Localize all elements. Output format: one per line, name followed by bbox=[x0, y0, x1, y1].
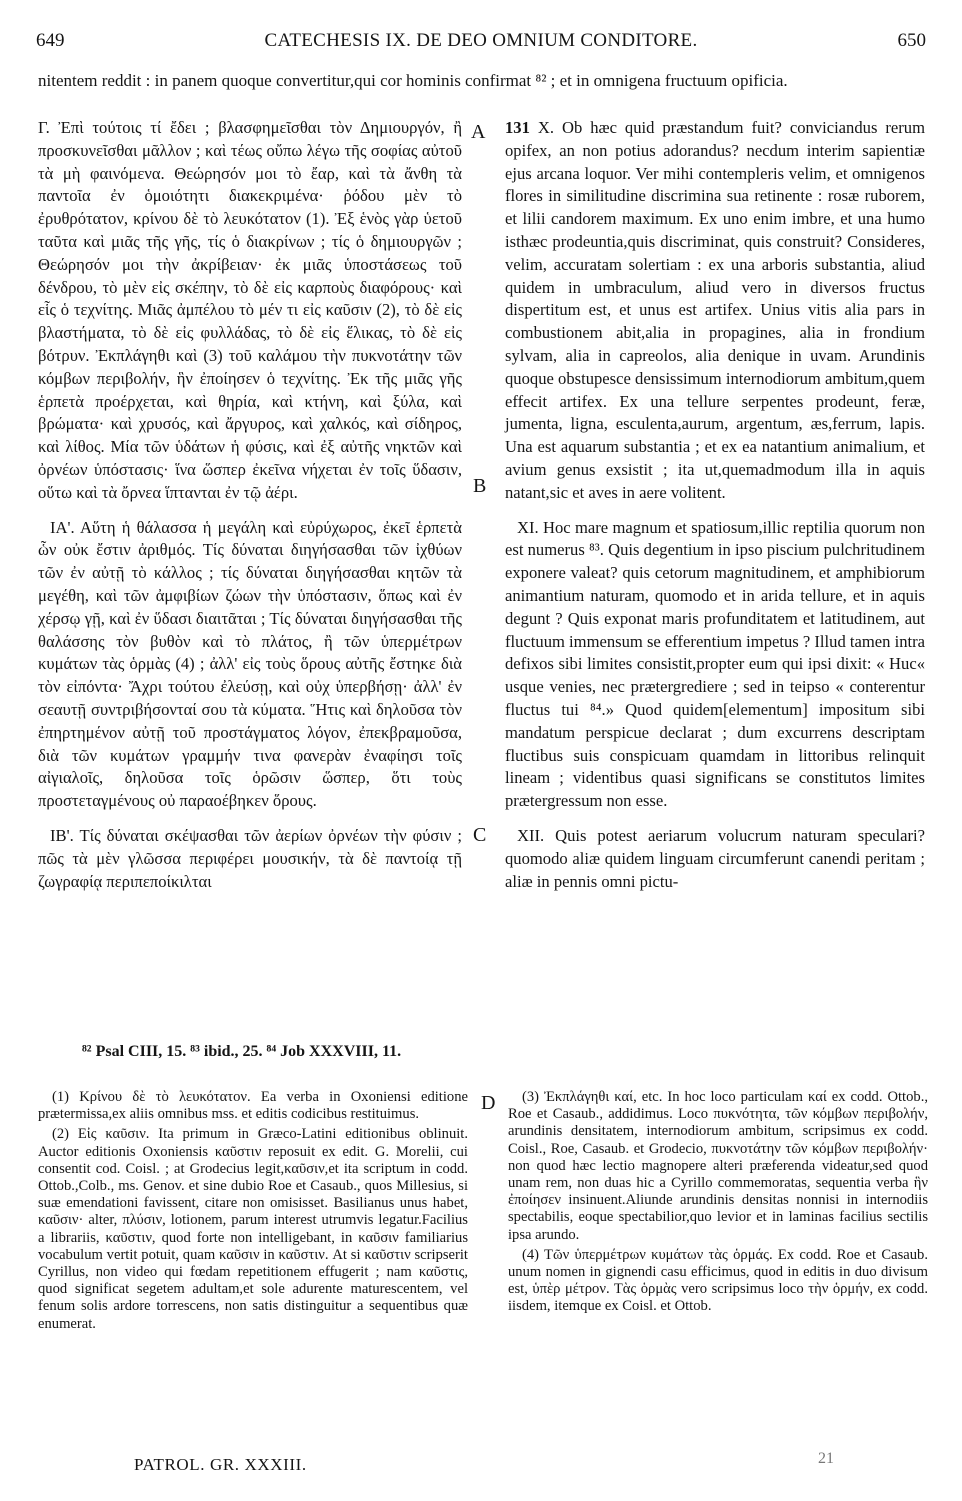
page-number-right: 650 bbox=[897, 30, 926, 51]
page-number-left: 649 bbox=[36, 30, 65, 51]
greek-column bbox=[38, 117, 462, 905]
running-title: CATECHESIS IX. DE DEO OMNIUM CONDITORE. bbox=[264, 30, 698, 51]
notes-right-column bbox=[508, 1089, 928, 1319]
latin-paragraph-11: XI. Hoc mare magnum et spatiosum,illic reptilia quorum non est numerus ⁸³. Quis degentium in ipso piscium pulchritudinem exponere valeat? quis cetorum magnitudinem, et amphibiorum animantium naturam, quomodo et in arida tellure, et in aquis degunt ? Quis exponat maris profunditatem et latitudinem, aut fluctuum immensum se efferentium impetus ? Illud tamen intra defixos sibi limites consistit,propter eum qui ipsi dixit: « Huc« usque venies, nec prætergrediere ; sed in teipso « conterentur fluctus tui ⁸⁴.» Quod quidem[elementum] impositum sibi mandatum perspicue declarat ; dum excurrens descriptam fluctibus suis conspicuam quamdam in littoribus relinquit lineam ; videntibus quasi significans se constitutos limites prætergressum non esse. bbox=[505, 517, 925, 811]
margin-letter-a: A bbox=[471, 121, 486, 143]
latin-paragraph-10 bbox=[505, 117, 925, 505]
margin-letter-c: C bbox=[473, 824, 487, 846]
footer-signature: PATROL. GR. XXXIII. bbox=[134, 1455, 307, 1474]
page-header bbox=[36, 30, 926, 60]
greek-paragraph-10: Γ. Ἐπὶ τούτοις τί ἔδει ; βλασφημεῖσθαι τὸν Δημιουργόν, ἢ προσκυνεῖσθαι μᾶλλον ; καὶ τέως οὔπω λέγω τῆς σοφίας αὐτοῦ τὰ μὴ φαινόμενα. Θεώρησόν μοι τὸ ἔαρ, καὶ τὰ ἄνθη τὰ παντοῖα ἐν ὁμοιότητι διακεκριμένα· ῥόδου μὲν τὸ ἐρυθρότατον, κρίνου δὲ τὸ λευκότατον (1). Ἐξ ἑνὸς γὰρ ὑετοῦ ταῦτα καὶ μιᾶς τῆς γῆς, τίς ὁ διακρίνων ; τίς ὁ δημιουργῶν ; Θεώρησόν μοι τὴν ἀκρίβειαν· ἐκ μιᾶς ὑποστάσεως τοῦ δένδρου, τὸ μὲν εἰς σκέπην, τὸ δὲ εἰς καρποὺς διαφόρους· καὶ εἷς ὁ τεχνίτης. Μιᾶς ἀμπέλου τὸ μέν τι εἰς καῦσιν (2), τὸ δὲ εἰς βλαστήματα, τὸ δὲ εἰς φυλλάδας, τὸ δὲ εἰς ἕλικας, τὸ δὲ εἰς βότρυν. Ἐκπλάγηθι καὶ (3) τοῦ καλάμου τὴν πυκνοτάτην τῶν κόμβων περιβολήν, ἣν ἐποίησεν ὁ τεχνίτης. Ἐκ τῆς μιᾶς γῆς ἑρπετὰ προέρχεται, καὶ θηρία, καὶ κτήνη, καὶ ξύλα, καὶ βρώματα· καὶ χρυσός, καὶ ἄργυρος, καὶ χαλκός, καὶ σίδηρος, καὶ λίθος. Μία τῶν ὑδάτων ἡ φύσις, καὶ ἐξ αὐτῆς νηκτῶν καὶ ὀρνέων ὑπόστασις· ἵνα ὥσπερ ἐκεῖνα νήχεται ἐν τοῖς ὕδασιν, οὕτω καὶ τὰ ὄρνεα ἵπτανται ἐν τῷ ἀέρι. bbox=[38, 118, 462, 502]
note-4: (4) Τῶν ὑπερμέτρων κυμάτων τὰς ὁρμάς. Ex codd. Roe et Casaub. unum nomen in gignendi casu efficimus, quod in editis in duo divisum est, ὑπὲρ μέτρον. Τὰς ὁρμὰς vero scripsimus loco τὴν ὁρμήν, ex codd. iisdem, itemque ex Coisl. et Ottob. bbox=[508, 1246, 928, 1315]
latin-column bbox=[505, 117, 925, 905]
margin-letter-b: B bbox=[473, 475, 487, 497]
notes-left-column bbox=[38, 1089, 468, 1336]
intro-text: nitentem reddit : in panem quoque convertitur,qui cor hominis confirmat ⁸² ; et in omnigena fructuum opificia. bbox=[38, 71, 788, 90]
greek-paragraph-12: ΙΒ'. Τίς δύναται σκέψασθαι τῶν ἀερίων ὀρνέων τὴν φύσιν ; πῶς τὰ μὲν γλῶσσα περιφέρει μουσικήν, τὰ δὲ παντοίᾳ τῇ ζωγραφίᾳ περιπεποίκιλται bbox=[38, 825, 462, 891]
greek-paragraph-11: ΙΑ'. Αὕτη ἡ θάλασσα ἡ μεγάλη καὶ εὐρύχωρος, ἐκεῖ ἑρπετὰ ὧν οὐκ ἔστιν ἀριθμός. Τίς δύναται διηγήσασθαι τῶν ἰχθύων τῶν ἐν αὐτῇ τὸ κάλλος ; τίς δύναται διηγήσασθαι κητῶν τὰ μεγέθη, καὶ τῶν ἀμφιβίων ζώων τὴν ὑπόστασιν, ὅπως καὶ ἐν χέρσῳ γῇ, καὶ ἐν ὕδασι διαιτᾶται ; Τίς δύναται διηγήσασθαι τῆς θαλάσσης τὸν βυθὸν καὶ τὸ πλάτος, ἢ τῶν ὑπερμέτρων κυμάτων τὰς ὁρμὰς (4) ; ἀλλ' εἰς τοὺς ὅρους αὐτῆς ἔστηκε διὰ τὸν εἰπόντα· Ἄχρι τούτου ἐλεύσῃ, καὶ οὐχ ὑπερβήσῃ· ἀλλ' ἐν σεαυτῇ συντριβήσονταί σου τὰ κύματα. Ἥτις καὶ δηλοῦσα τὸν ἐπηρτημένον αὐτῇ τοῦ προστάγματος λόγον, ἐπεκβραμοῦσα, διὰ τῶν κυμάτων γραμμήν τινα φανερὰν ἐναφίησι τοῖς αἰγιαλοῖς, δηλοῦσα τοῖς ὁρῶσιν ὥσπερ, ὅτι τοὺς προστεταγμένους οὐ παραοέβηκεν ὅρους. bbox=[38, 517, 462, 811]
footer-sheet-number: 21 bbox=[818, 1450, 834, 1467]
scripture-references: ⁸² Psal CIII, 15. ⁸³ ibid., 25. ⁸⁴ Job XXXVIII, 11. bbox=[82, 1043, 402, 1060]
latin-paragraph-12: XII. Quis potest aeriarum volucrum naturam speculari? quomodo aliæ quidem linguam circumferunt canendi peritam ; aliæ in pennis omni pictu- bbox=[505, 825, 925, 891]
margin-letter-d: D bbox=[481, 1092, 496, 1114]
note-3: (3) Ἐκπλάγηθι καί, etc. In hoc loco particulam καί ex codd. Ottob., Roe et Casaub., addidimus. Loco πυκνότητα, τῶν κόμβων περιβολήν, arundinis densitatem, internodiorum ambitum, scripsimus ex codd. Coisl., Roe, Casaub. et Grodecio, πυκνοτάτην τῶν κόμβων περιβολήν· non quod hæc lectio magnopere alteri præferenda videatur,sed quod unam rem, non duas hic a Cyrillo commemoratas, sequentia verba ἣν ἐποίησεν insinuent.Aliunde arundinis densitas nonnisi in internodiis spectabilis, eoque spectabilior,quo levior et in laminas facilius sectilis ipsa arundo. bbox=[508, 1089, 928, 1243]
note-2: (2) Εἰς καῦσιν. Ita primum in Græco-Latini editionibus oblinuit. Auctor editionis Oxoniensis καῦστιν reposuit ex edit. G. Morelii, cui consentit cod. Coisl. ; at Grodecius legit,καῦσιν,et ita scriptum in codd. Ottob.,Colb., ms. Genov. et sine dubio Roe et Casaub., quos Millesius, si suæ emendationi favissent, citare non omisisset. Basilianus unus habet, καῦσιν· alter, πλύσιν, lotionem, parum interest utrumvis legatur.Facilius a librariis, καῦστιν, quod forte non intelligebant, in καῦσιν familiarius vocabulum vertit potuit, quam καῦσιν in καῦστιν. At si καῦστιν scripserit Cyrillus, non video qui fœdam repetitionem effugerit ; nam καῦστις, quod significat segetem adultam,et solе adurente maturescentem, vel fenum solis ardore torrescens, non satis distinguitur a sequentibus quæ enumerat. bbox=[38, 1126, 468, 1332]
column-number: 131 bbox=[505, 118, 530, 137]
note-1: (1) Κρίνου δὲ τὸ λευκότατον. Ea verba in Oxoniensi editione prætermissa,ex aliis omnibus mss. et editis codicibus restituimus. bbox=[38, 1089, 468, 1123]
latin-paragraph-10-text: X. Ob hæc quid præstandum fuit? conviciandus rerum opifex, an non potius adorandus? necdum interim sapientiæ ejus arcana loquor. Ver mihi contempleris velim, et omnigenos flores in similitudine discrimina sua retinente : rosæ ruborem, et lilii candorem maximum. Ex uno enim imbre, et una humo isthæc prodeuntia,quis discriminat, quis construit? Consideres, velim, accuratam solertiam : ex una arboris substantia, aliud quidem in umbraculum, aliud vero in diversos fructus dispertitum est, et unus est artifex. Unius vitis alia pars in combustionem abit,alia in propagines, alia in frondium sylvam, alia in capreolos, alia denique in uvam. Arundinis quoque obstupesce densissimum internodiorum ambitum,quem effecit artifex. Ex una tellure serpentes prodeunt, feræ, jumenta, ligna, esculenta,aurum, argentum, æs,ferrum, lapis. Una est aquarum substantia ; et ex ea natantium animalium, et avium genus exsistit ; ita ut,quemadmodum illa in aquis natant,sic et aves in aere volitent. bbox=[505, 118, 925, 502]
